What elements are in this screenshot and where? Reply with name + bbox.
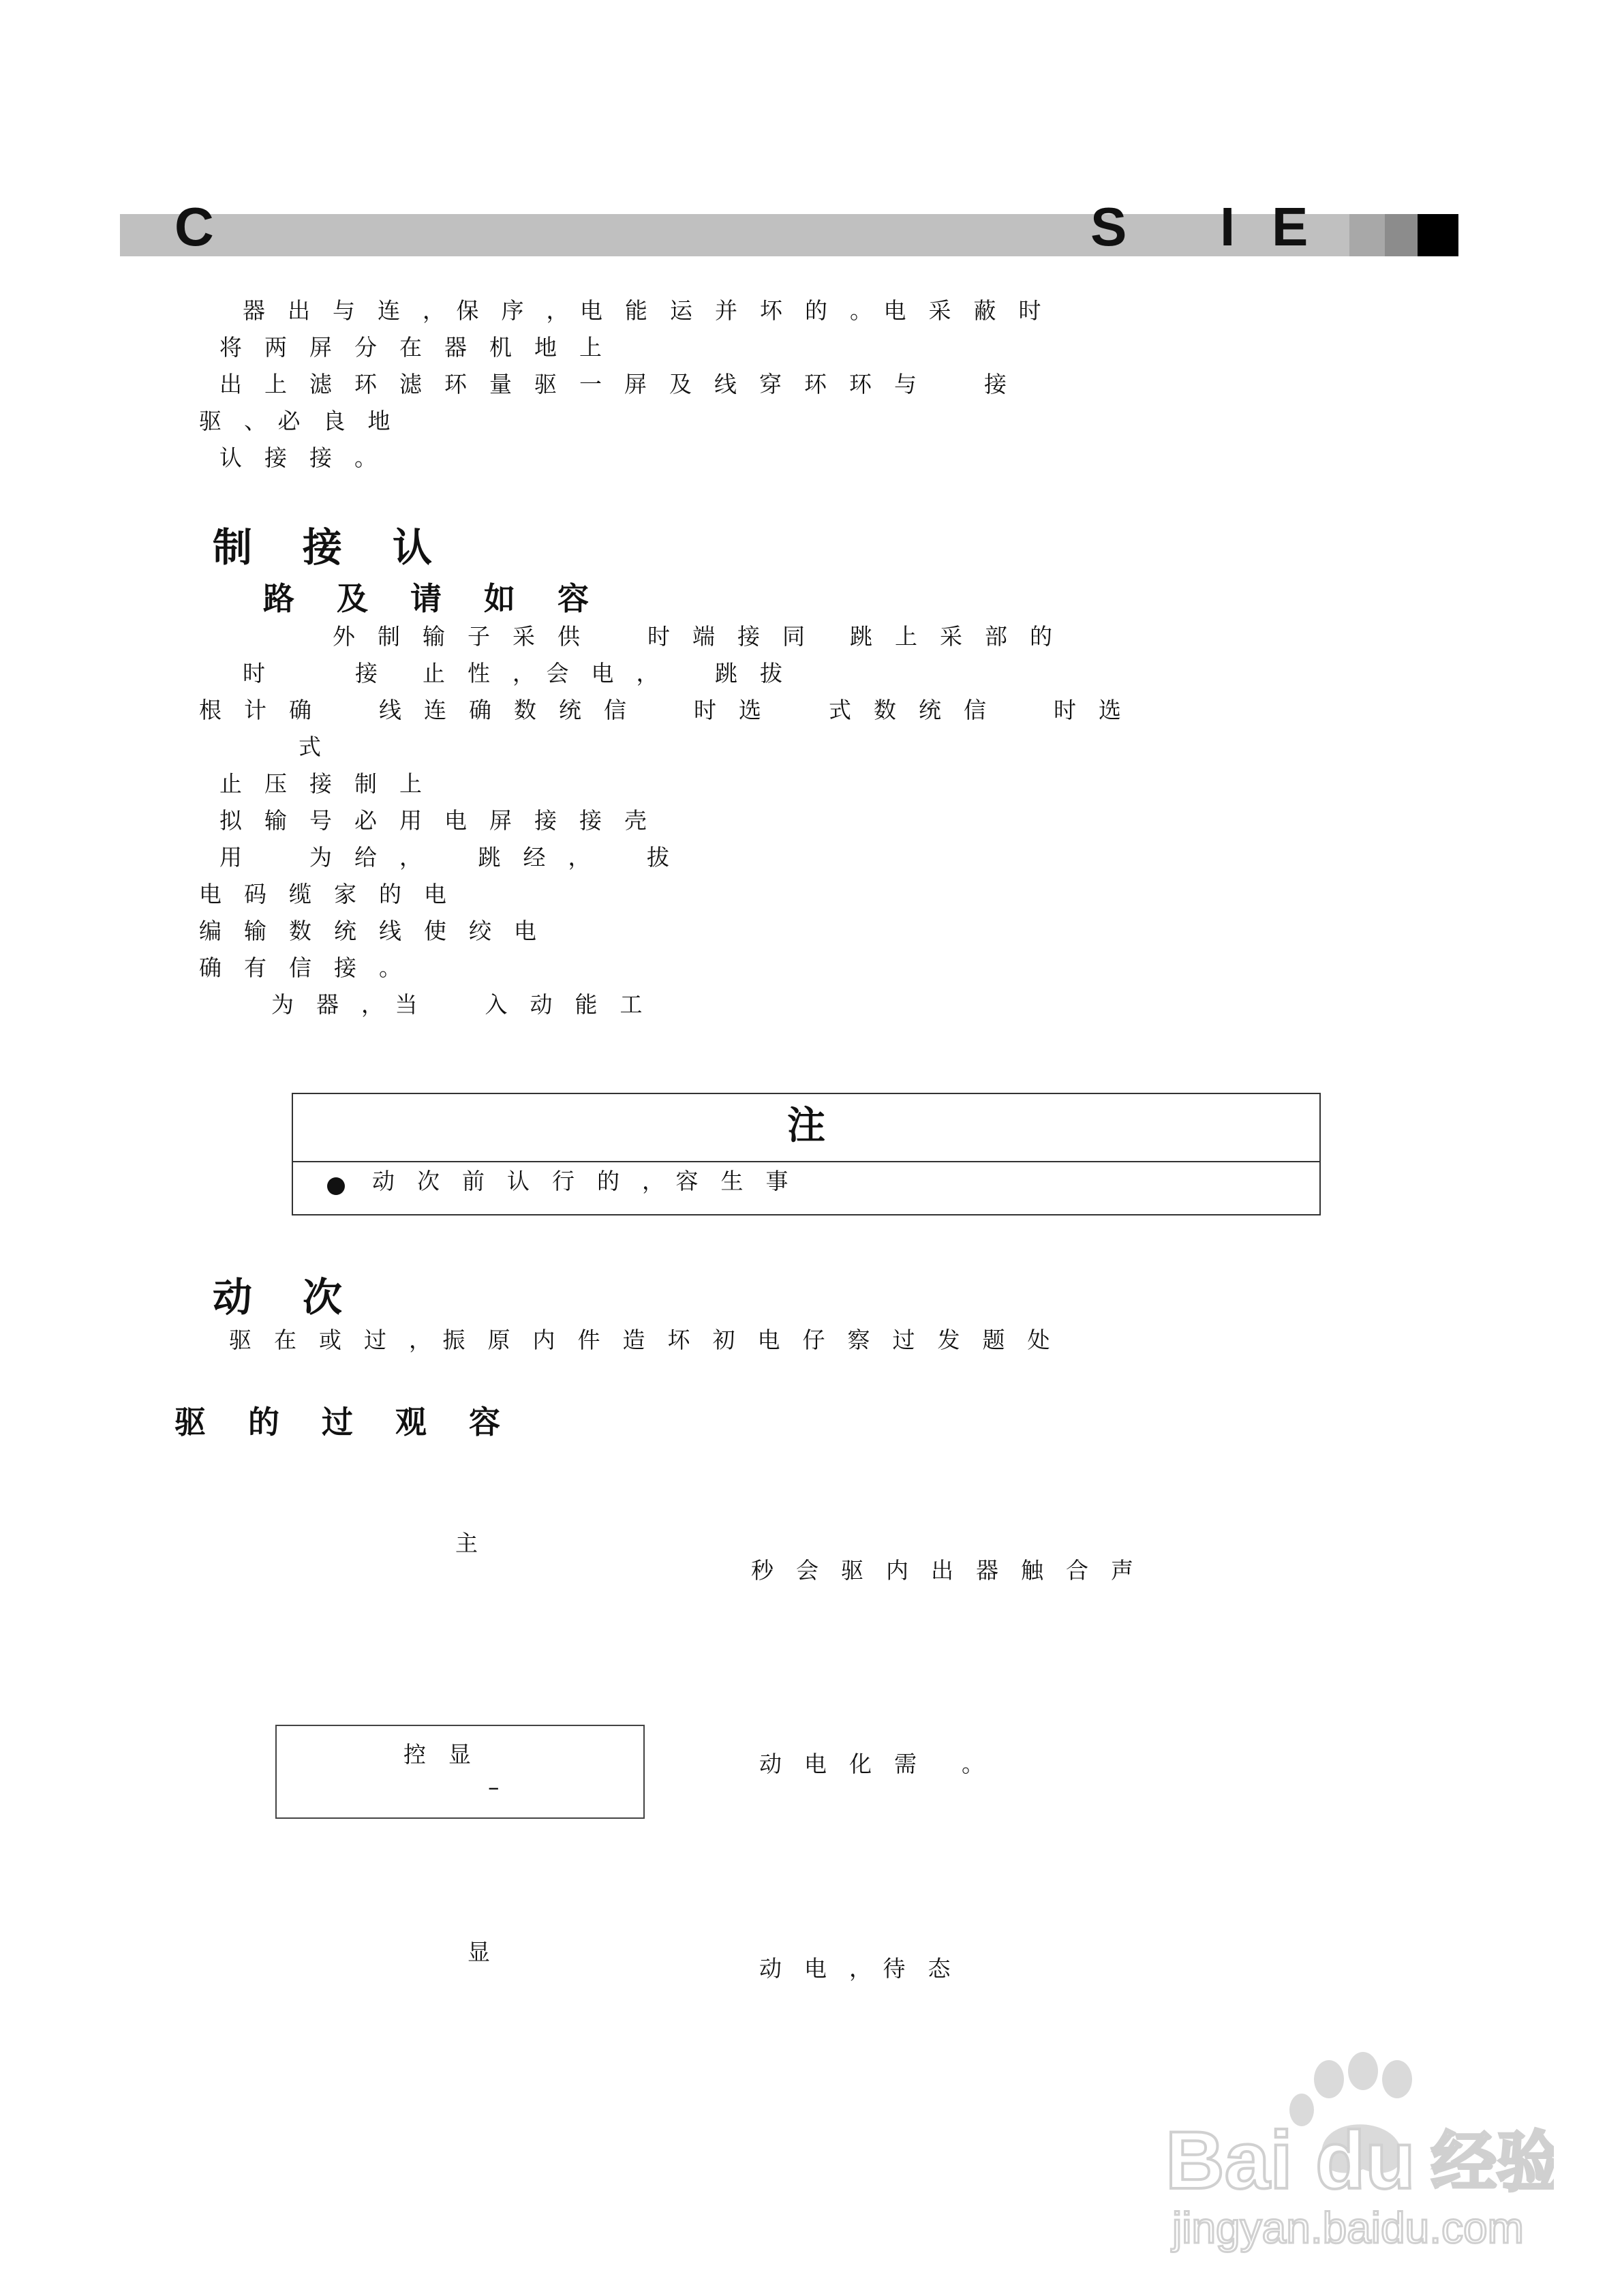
section1-line: 根 计 确 线 连 确 数 统 信 时 选 式 数 统 信 时 选 bbox=[199, 697, 1121, 723]
bullet-icon bbox=[327, 1177, 345, 1195]
intro-line: 出 上 滤 环 滤 环 量 驱 一 屏 及 线 穿 环 环 与 接 bbox=[219, 371, 1007, 397]
header-letter-c: C bbox=[174, 196, 214, 257]
header-block-mid bbox=[1385, 214, 1418, 256]
row3-right: 动 电 ， 待 态 bbox=[759, 1955, 951, 1982]
display-box bbox=[275, 1725, 645, 1819]
note-divider bbox=[293, 1161, 1319, 1162]
section1-line: 时 接 止 性 ， 会 电 ， 跳 拔 bbox=[243, 660, 782, 686]
row2-right: 动 电 化 需 。 bbox=[759, 1751, 984, 1777]
row1-left: 主 bbox=[455, 1530, 478, 1556]
section1-line: 拟 输 号 必 用 电 屏 接 接 壳 bbox=[219, 807, 647, 834]
watermark-brand-latin: Bai du bbox=[1165, 2115, 1416, 2206]
baidu-watermark bbox=[1159, 2052, 1554, 2256]
section1-subtitle: 路 及 请 如 容 bbox=[263, 580, 594, 617]
watermark-brand-cn: 经验 bbox=[1431, 2124, 1554, 2201]
section1-line: 编 输 数 统 线 使 绞 电 bbox=[199, 918, 536, 944]
header-letter-e: E bbox=[1272, 196, 1309, 257]
note-text: 动 次 前 认 行 的 ， 容 生 事 bbox=[372, 1168, 789, 1194]
intro-line: 器 出 与 连 ， 保 序 ， 电 能 运 并 坏 的 。 电 采 蔽 时 bbox=[243, 297, 1041, 324]
note-title: 注 bbox=[787, 1104, 825, 1148]
section2-line: 驱 在 或 过 ， 振 原 内 件 造 坏 初 电 仔 察 过 发 题 处 bbox=[229, 1327, 1050, 1353]
section1-title: 制 接 认 bbox=[213, 524, 438, 571]
section1-line: 为 器 ， 当 入 动 能 工 bbox=[271, 991, 643, 1018]
header-letter-i: I bbox=[1220, 196, 1236, 257]
row3-left: 显 bbox=[468, 1939, 490, 1965]
header-block-black bbox=[1418, 214, 1458, 256]
section1-line: 式 bbox=[299, 734, 321, 760]
display-box-sublabel: – bbox=[488, 1774, 500, 1800]
section1-line: 电 码 缆 家 的 电 bbox=[199, 881, 446, 907]
section1-line: 止 压 接 制 上 bbox=[219, 770, 422, 797]
section1-line: 外 制 输 子 采 供 时 端 接 同 跳 上 采 部 的 bbox=[333, 623, 1052, 650]
section3-title: 驱 的 过 观 容 bbox=[174, 1404, 506, 1440]
intro-line: 驱 、 必 良 地 bbox=[199, 408, 391, 434]
header-bar bbox=[120, 214, 1353, 256]
header-block-light bbox=[1349, 214, 1385, 256]
section2-title: 动 次 bbox=[213, 1274, 348, 1320]
intro-line: 认 接 接 。 bbox=[219, 444, 377, 471]
note-box bbox=[292, 1093, 1321, 1215]
watermark-url: jingyan.baidu.com bbox=[1172, 2203, 1524, 2252]
section1-line: 确 有 信 接 。 bbox=[199, 954, 401, 981]
header-letter-s: S bbox=[1090, 196, 1127, 257]
display-box-label: 控 显 bbox=[403, 1741, 471, 1768]
section1-line: 用 为 给 ， 跳 经 ， 拔 bbox=[219, 844, 669, 871]
row1-right: 秒 会 驱 内 出 器 触 合 声 bbox=[751, 1557, 1133, 1584]
intro-line: 将 两 屏 分 在 器 机 地 上 bbox=[219, 334, 602, 361]
